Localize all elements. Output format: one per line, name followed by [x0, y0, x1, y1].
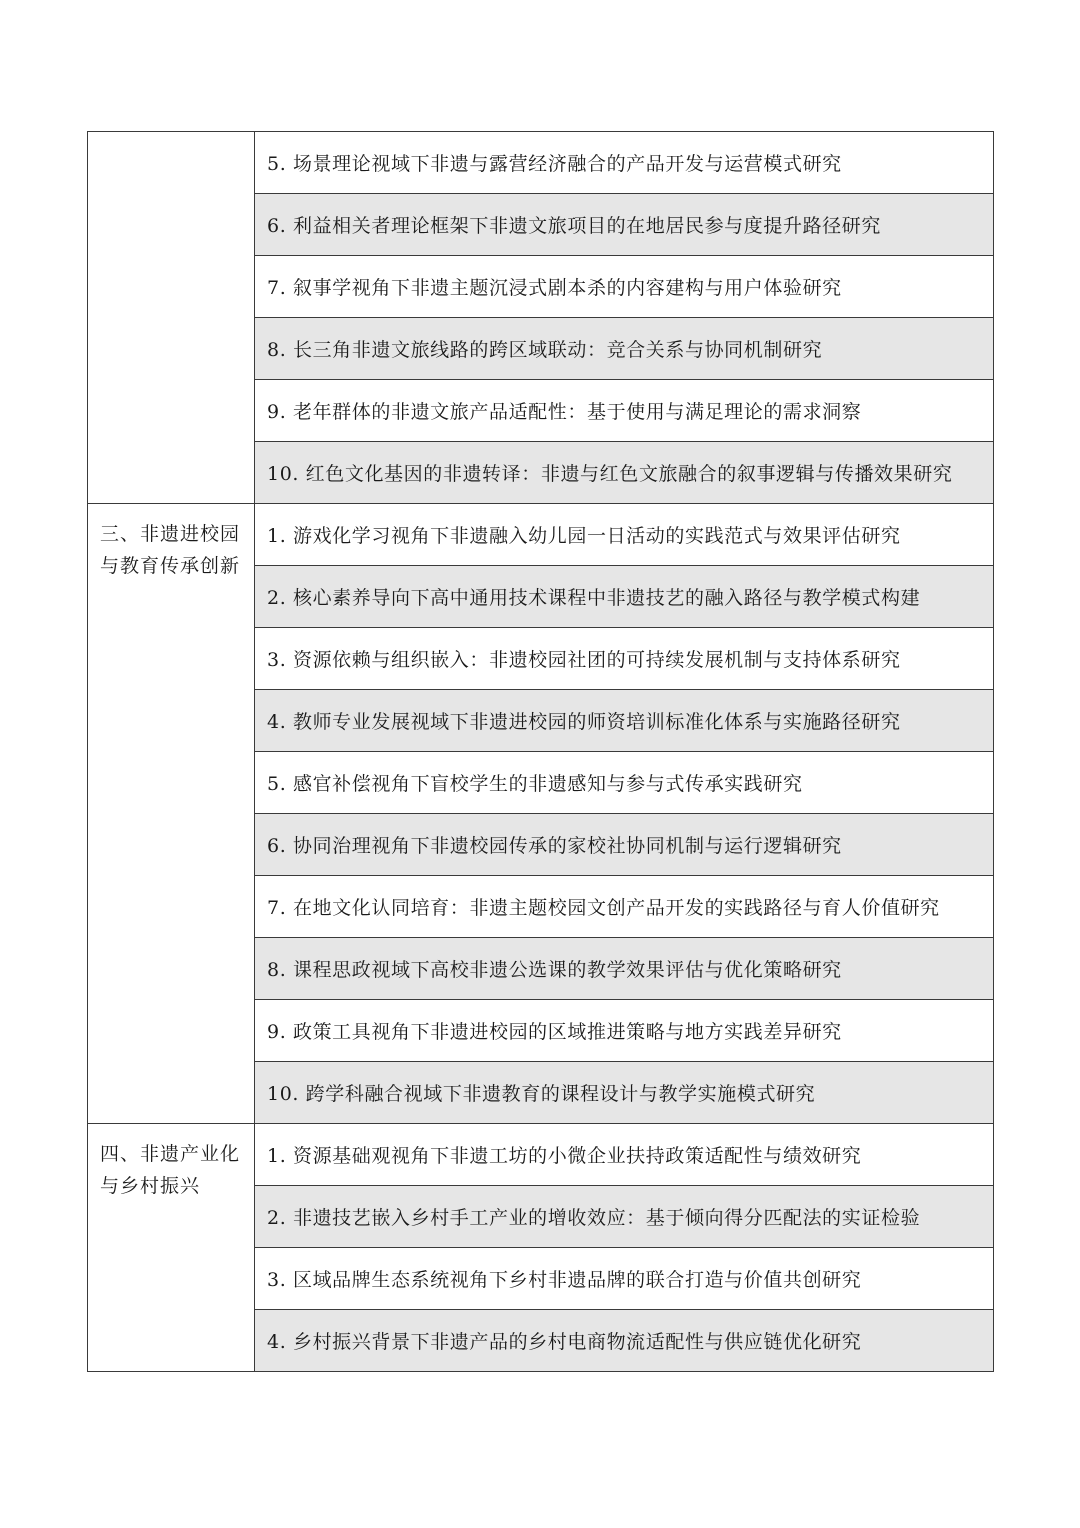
- research-topics-table: [87, 131, 994, 1372]
- topic-item: 8. 长三角非遗文旅线路的跨区域联动：竞合关系与协同机制研究: [255, 318, 994, 380]
- topic-item: 1. 资源基础观视角下非遗工坊的小微企业扶持政策适配性与绩效研究: [255, 1124, 994, 1186]
- topics-table-container: [87, 131, 994, 1372]
- table-row: [88, 1124, 994, 1186]
- table-row: [88, 132, 994, 194]
- topic-item: 5. 感官补偿视角下盲校学生的非遗感知与参与式传承实践研究: [255, 752, 994, 814]
- topic-item: 10. 跨学科融合视域下非遗教育的课程设计与教学实施模式研究: [255, 1062, 994, 1124]
- category-cell: [88, 132, 255, 504]
- topic-item: 6. 协同治理视角下非遗校园传承的家校社协同机制与运行逻辑研究: [255, 814, 994, 876]
- topic-item: 8. 课程思政视域下高校非遗公选课的教学效果评估与优化策略研究: [255, 938, 994, 1000]
- topic-item: 6. 利益相关者理论框架下非遗文旅项目的在地居民参与度提升路径研究: [255, 194, 994, 256]
- table-row: [88, 504, 994, 566]
- topic-item: 2. 非遗技艺嵌入乡村手工产业的增收效应：基于倾向得分匹配法的实证检验: [255, 1186, 994, 1248]
- topic-item: 4. 乡村振兴背景下非遗产品的乡村电商物流适配性与供应链优化研究: [255, 1310, 994, 1372]
- topic-item: 9. 老年群体的非遗文旅产品适配性：基于使用与满足理论的需求洞察: [255, 380, 994, 442]
- topic-item: 3. 资源依赖与组织嵌入：非遗校园社团的可持续发展机制与支持体系研究: [255, 628, 994, 690]
- category-label: 四、非遗产业化与乡村振兴: [100, 1143, 241, 1197]
- topic-item: 7. 叙事学视角下非遗主题沉浸式剧本杀的内容建构与用户体验研究: [255, 256, 994, 318]
- category-label: 三、非遗进校园与教育传承创新: [100, 523, 241, 577]
- category-cell: [88, 504, 255, 1124]
- topic-item: 10. 红色文化基因的非遗转译：非遗与红色文旅融合的叙事逻辑与传播效果研究: [255, 442, 994, 504]
- topic-item: 7. 在地文化认同培育：非遗主题校园文创产品开发的实践路径与育人价值研究: [255, 876, 994, 938]
- topic-item: 4. 教师专业发展视域下非遗进校园的师资培训标准化体系与实施路径研究: [255, 690, 994, 752]
- topic-item: 9. 政策工具视角下非遗进校园的区域推进策略与地方实践差异研究: [255, 1000, 994, 1062]
- topic-item: 2. 核心素养导向下高中通用技术课程中非遗技艺的融入路径与教学模式构建: [255, 566, 994, 628]
- category-label: [88, 132, 254, 146]
- topic-item: 5. 场景理论视域下非遗与露营经济融合的产品开发与运营模式研究: [255, 132, 994, 194]
- topic-item: 3. 区域品牌生态系统视角下乡村非遗品牌的联合打造与价值共创研究: [255, 1248, 994, 1310]
- topic-item: 1. 游戏化学习视角下非遗融入幼儿园一日活动的实践范式与效果评估研究: [255, 504, 994, 566]
- category-cell: [88, 1124, 255, 1372]
